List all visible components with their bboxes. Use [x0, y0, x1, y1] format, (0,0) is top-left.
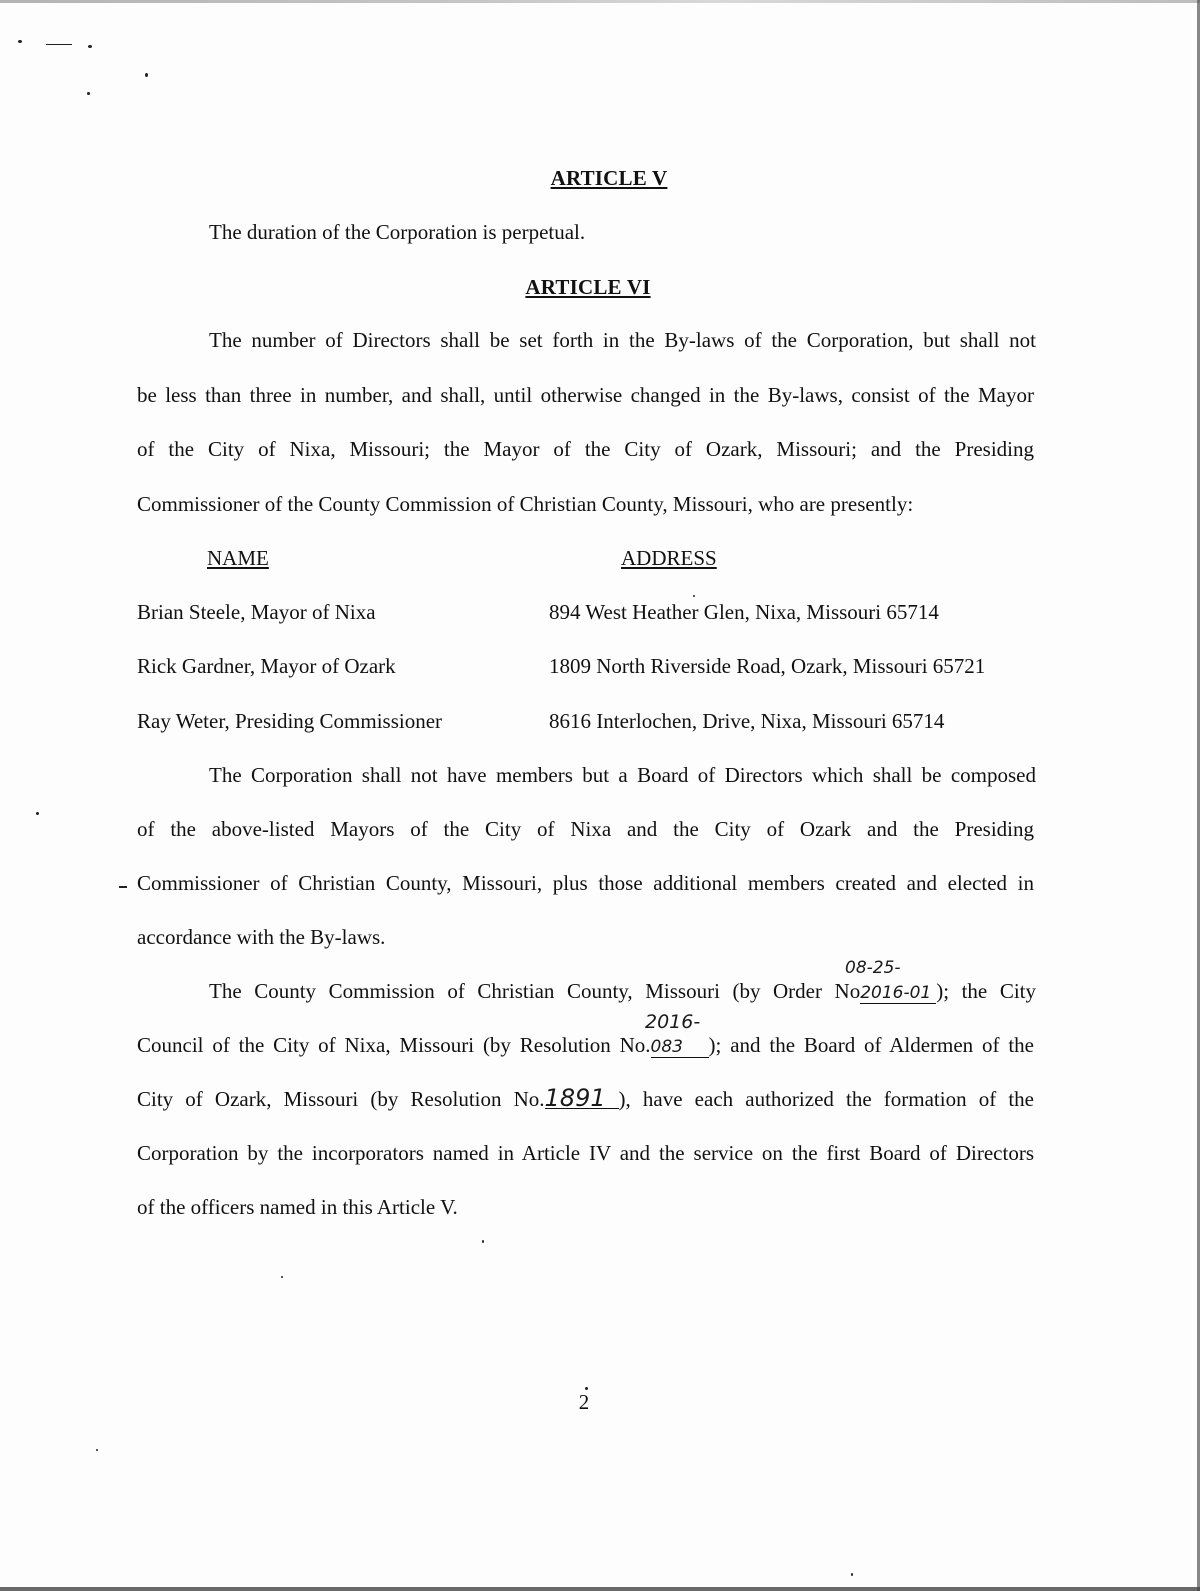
paragraph-line: Corporation by the incorporators named in Article IV and the service on the first Board of Directors [137, 1141, 1034, 1165]
scan-speck [281, 1276, 283, 1278]
director-name: Rick Gardner, Mayor of Ozark [137, 654, 396, 678]
article-v-heading: ARTICLE V [550, 166, 668, 190]
paragraph-line [137, 1084, 1034, 1112]
director-address: 894 West Heather Glen, Nixa, Missouri 65714 [549, 600, 939, 624]
handwritten-resolution-number: 083 [651, 1037, 709, 1058]
paragraph-line: Commissioner of Christian County, Missouri, plus those additional members created and elected in [137, 871, 1034, 895]
resolution-text: Council of the City of Nixa, Missouri (by Resolution No. [137, 1033, 651, 1057]
resolution-text-after: ); and the Board of Aldermen of the [708, 1033, 1035, 1057]
handwritten-resolution-year: 2016- [645, 1011, 701, 1033]
scan-speck [36, 812, 39, 815]
paragraph-line: of the above-listed Mayors of the City of Nixa and the City of Ozark and the Presiding [137, 817, 1034, 841]
director-name: Ray Weter, Presiding Commissioner [137, 709, 443, 733]
name-column-header: NAME [207, 546, 269, 570]
scan-speck [119, 886, 127, 888]
paragraph-line: accordance with the By-laws. [137, 925, 386, 949]
paragraph-line [137, 1033, 1034, 1058]
scan-speck [18, 40, 22, 43]
paragraph-line: Commissioner of the County Commission of Christian County, Missouri, who are presently: [137, 492, 914, 516]
director-address: 8616 Interlochen, Drive, Nixa, Missouri 65714 [549, 709, 945, 733]
handwritten-ozark-resolution-number: 1891 [545, 1088, 619, 1109]
scan-edge-top [0, 0, 1200, 3]
scan-speck [482, 1240, 484, 1243]
scan-speck [96, 1449, 98, 1451]
article-vi-heading: ARTICLE VI [525, 275, 651, 299]
handwritten-order-date: 08-25- [845, 958, 901, 978]
scan-speck [145, 73, 148, 77]
address-column-header: ADDRESS [621, 546, 717, 570]
paragraph-line: of the officers named in this Article V. [137, 1195, 458, 1219]
article-v-text: The duration of the Corporation is perpetual. [209, 220, 586, 244]
ozark-resolution-text-after: ), have each authorized the formation of the [618, 1087, 1034, 1111]
scan-speck [46, 44, 72, 45]
scan-edge-bottom [0, 1587, 1200, 1591]
director-address: 1809 North Riverside Road, Ozark, Missouri 65721 [549, 654, 986, 678]
scan-speck [88, 45, 92, 48]
scan-speck [87, 92, 90, 95]
order-text-after: ); the City [936, 979, 1036, 1003]
paragraph-line [209, 979, 1036, 1004]
page-number: 2 [578, 1390, 590, 1414]
scan-speck [851, 1573, 853, 1576]
paragraph-line: The number of Directors shall be set forth in the By-laws of the Corporation, but shall not [209, 328, 1036, 352]
scan-speck [693, 595, 695, 597]
paragraph-line: The Corporation shall not have members but a Board of Directors which shall be composed [209, 763, 1036, 787]
paragraph-line: of the City of Nixa, Missouri; the Mayor of the City of Ozark, Missouri; and the Presiding [137, 437, 1034, 461]
handwritten-order-number: 2016-01 [860, 983, 936, 1004]
paragraph-line: be less than three in number, and shall, until otherwise changed in the By-laws, consist of the Mayor [137, 383, 1034, 407]
director-name: Brian Steele, Mayor of Nixa [137, 600, 376, 624]
ozark-resolution-text: City of Ozark, Missouri (by Resolution No. [137, 1087, 545, 1111]
order-text: The County Commission of Christian County, Missouri (by Order No [209, 979, 861, 1003]
